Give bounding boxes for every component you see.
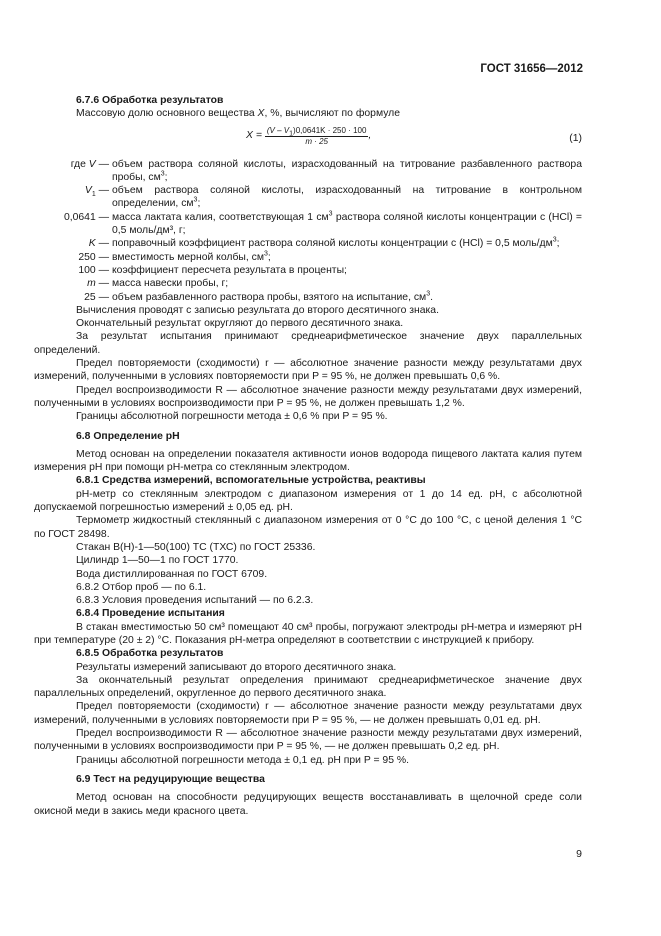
formula-numerator: $(V - V_1)0,0641K \cdot 250 \cdot 100$ xyxy=(266,125,367,138)
definition-symbol: K — xyxy=(88,238,109,250)
paragraph: Результаты измерений записывают до второго десятичного знака. xyxy=(76,661,397,673)
section-6-7-6-title: 6.7.6 Обработка результатов xyxy=(76,95,224,106)
definition-text: объем разбавленного раствора пробы, взятого на испытание, $см^3$. xyxy=(112,290,433,303)
page-content xyxy=(34,94,582,818)
section-6-8-5-title: 6.8.5 Обработка результатов xyxy=(76,648,224,660)
paragraph: Границы абсолютной погрешности метода ± 0,6 % при P = 95 %. xyxy=(76,411,388,423)
paragraph: Окончательный результат округляют до первого десятичного знака. xyxy=(76,318,404,330)
paragraph: В стакан вместимостью 50 см³ помещают 40 см³ пробы, погружают электроды pH-метра и измеряют pH при температуре (20 ± 2) °C. Показания pH-метра определяют в соответствии с инструкцией к прибору. xyxy=(34,621,582,646)
definition-symbol: $V_1$ — xyxy=(84,185,109,199)
section-6-9-title: 6.9 Тест на редуцирующие вещества xyxy=(76,773,265,785)
paragraph: Термометр жидкостный стеклянный с диапазоном измерения от 0 °C до 100 °C, с ценой деления 1 °C по ГОСТ 28498. xyxy=(34,515,582,540)
paragraph: Метод основан на способности редуцирующих веществ восстанавливать в щелочной среде соли окисной меди в закись меди красного цвета. xyxy=(34,792,582,817)
page-number: 9 xyxy=(576,848,582,860)
definition-symbol: m — xyxy=(87,278,109,290)
definition-row xyxy=(34,237,582,250)
paragraph: Границы абсолютной погрешности метода ± 0,1 ед. pH при P = 95 %. xyxy=(76,754,409,766)
section-6-8-title: 6.8 Определение pH xyxy=(76,430,180,442)
paragraph: Предел повторяемости (сходимости) r — абсолютное значение разности между результатами двух измерений, полученными в условиях повторяемости при P = 95 %, не должен превышать 0,6 %. xyxy=(34,358,582,383)
definition-text: масса лактата калия, соответствующая 1 $см^3$ раствора соляной кислоты концентрации c (HCl) = 0,5 моль/дм³, г; xyxy=(112,210,582,237)
definition-text: объем раствора соляной кислоты, израсходованный на титрование разбавленного раствора пробы, $см^3$; xyxy=(112,158,582,183)
definition-row xyxy=(34,291,582,304)
paragraph: Вода дистиллированная по ГОСТ 6709. xyxy=(76,568,268,580)
definition-row xyxy=(34,211,582,238)
paragraph: Цилиндр 1—50—1 по ГОСТ 1770. xyxy=(76,555,239,567)
definition-row xyxy=(34,277,582,290)
definition-symbol: где V — xyxy=(70,158,109,170)
section-6-8-2: 6.8.2 Отбор проб — по 6.1. xyxy=(76,581,207,593)
paragraph: Предел повторяемости (сходимости) r — абсолютное значение разности между результатами двух измерений, полученными в условиях повторяемости при P = 95 %, — не должен превышать 0,01 ед. pH. xyxy=(34,701,582,726)
formula-fraction xyxy=(265,125,372,147)
formula-intro: Массовую долю основного вещества X, %, вычисляют по формуле xyxy=(76,108,401,120)
section-6-8-1-title: 6.8.1 Средства измерений, вспомогательные устройства, реактивы xyxy=(76,475,426,487)
formula-block xyxy=(34,124,582,152)
definition-text: вместимость мерной колбы, $см^3$; xyxy=(112,250,271,263)
document-header: ГОСТ 31656—2012 xyxy=(480,63,583,75)
paragraph: За результат испытания принимают среднеарифметическое значение двух параллельных определений. xyxy=(34,331,582,356)
section-6-8-3: 6.8.3 Условия проведения испытаний — по 6.2.3. xyxy=(76,595,314,607)
definition-row xyxy=(34,264,582,277)
formula-tail: , xyxy=(368,130,372,142)
definition-text: масса навески пробы, г; xyxy=(112,278,229,290)
definition-row xyxy=(34,158,582,185)
definition-text: объем раствора соляной кислоты, израсходованный на титрование в контрольном определении, $см^3$; xyxy=(112,185,582,210)
paragraph: Вычисления проводят с записью результата до второго десятичного знака. xyxy=(76,304,439,316)
definition-row xyxy=(34,184,582,211)
section-6-8-4-title: 6.8.4 Проведение испытания xyxy=(76,608,225,620)
paragraph: Предел воспроизводимости R — абсолютное значение разности между результатами двух измерений, полученными в условиях воспроизводимости при P = 95 %, не должен превышать 1,2 %. xyxy=(34,384,582,409)
definition-symbol: 250 — xyxy=(78,251,109,263)
definition-symbol: 0,0641 — xyxy=(63,211,109,223)
paragraph: Метод основан на определении показателя активности ионов водорода пищевого лактата калия путем измерения pH при помощи pH-метра со стеклянным электродом. xyxy=(34,448,582,474)
definition-symbol: 100 — xyxy=(78,264,109,276)
definition-symbol: 25 — xyxy=(84,291,109,303)
variable-definitions xyxy=(34,158,582,304)
paragraph: Предел воспроизводимости R — абсолютное значение разности между результатами двух измерений, полученными в условиях воспроизводимости при P = 95 %, — не должен превышать 0,2 ед. pH. xyxy=(34,728,582,753)
definition-text: коэффициент пересчета результата в проценты; xyxy=(112,264,347,276)
formula-lhs: X = xyxy=(246,130,262,142)
definition-row xyxy=(34,251,582,264)
paragraph: За окончательный результат определения принимают среднеарифметическое значение двух параллельных определений, округленное до первого десятичного знака. xyxy=(34,674,582,700)
paragraph: Стакан В(Н)-1—50(100) ТС (ТХС) по ГОСТ 25336. xyxy=(76,541,316,553)
definition-text: поправочный коэффициент раствора соляной кислоты концентрации c (HCl) = 0,5 моль/$дм^3$; xyxy=(112,236,560,250)
formula-denominator: m · 25 xyxy=(305,136,328,146)
paragraph: pH-метр со стеклянным электродом с диапазоном измерения от 1 до 14 ед. pH, с абсолютной допускаемой погрешностью измерений ± 0,05 ед. pH. xyxy=(34,488,582,514)
equation-number: (1) xyxy=(569,132,582,144)
formula xyxy=(246,126,371,147)
